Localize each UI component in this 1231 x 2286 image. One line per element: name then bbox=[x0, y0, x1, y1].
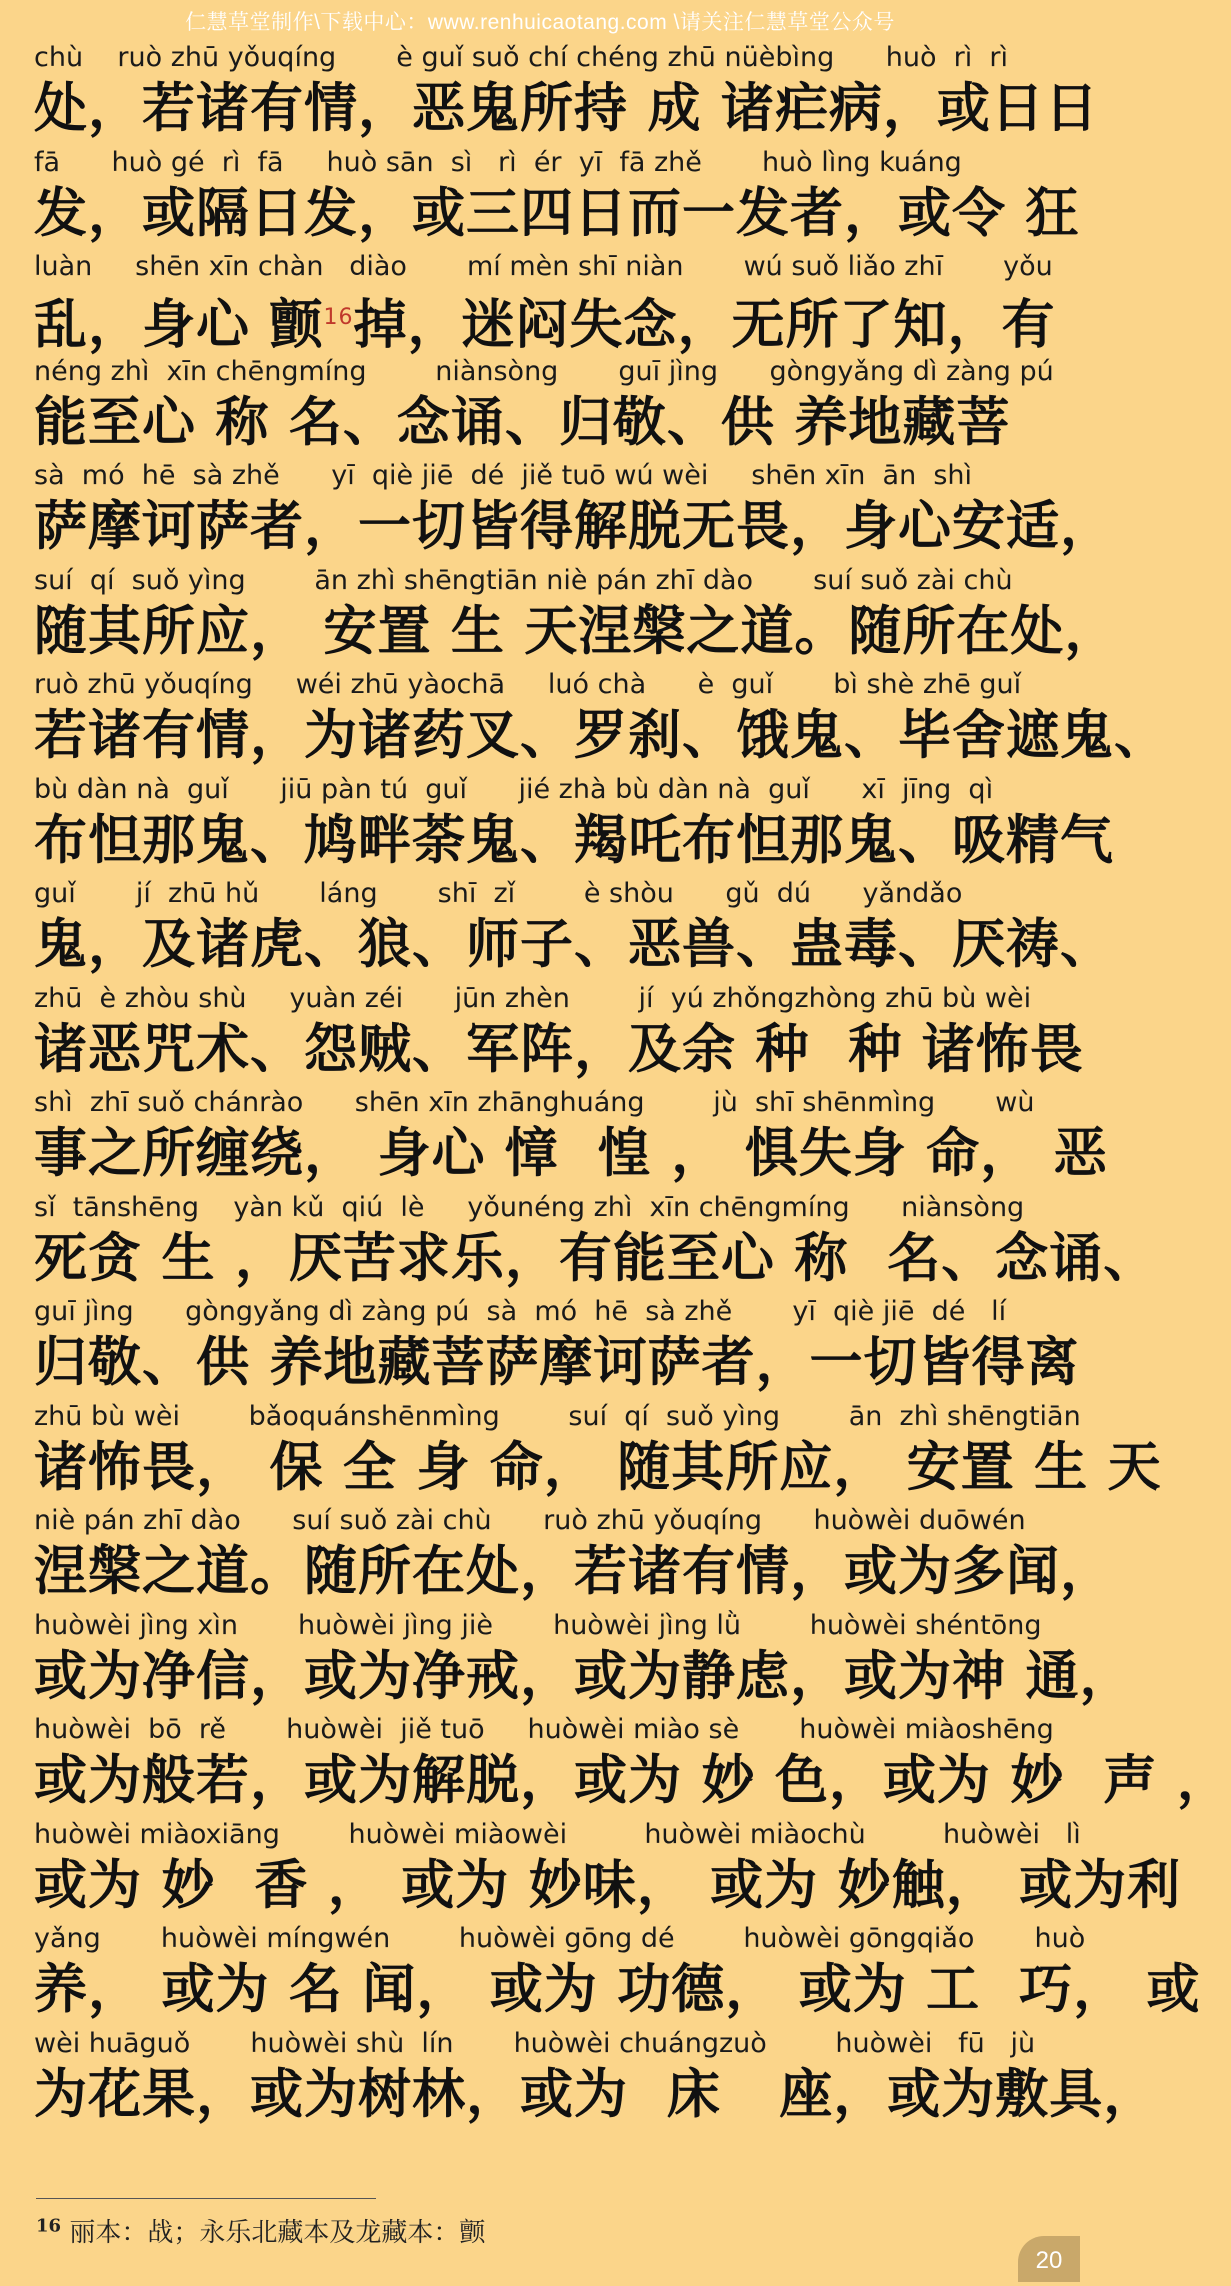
text-line bbox=[34, 1190, 1158, 1295]
text-line bbox=[34, 981, 1084, 1086]
text-line bbox=[34, 1085, 1108, 1190]
hanzi-row: 能至心 称 名、念诵、归敬、供 养地藏菩 bbox=[34, 391, 1011, 453]
hanzi-segment: 乱，身心 颤 bbox=[34, 294, 324, 356]
hanzi-row: 事之所缠绕， 身心 慞 惶 ， 惧失身 命， 恶 bbox=[34, 1123, 1108, 1184]
hanzi-row bbox=[34, 285, 1056, 356]
text-line bbox=[34, 563, 1119, 668]
pinyin-row: guī jìng gòngyǎng dì zàng pú sà mó hē sà zhě yī qiè jiē dé lí bbox=[34, 1296, 1007, 1327]
text-line bbox=[34, 249, 1056, 356]
hanzi-row: 鬼，及诸虎、狼、师子、恶兽、蛊毒、厌祷、 bbox=[34, 914, 1114, 975]
footnote bbox=[36, 2212, 485, 2249]
pinyin-row: ruò zhū yǒuqíng wéi zhū yàochā luó chà è guǐ bì shè zhē guǐ bbox=[34, 669, 1022, 700]
footnote-marker[interactable]: 16 bbox=[323, 305, 354, 330]
hanzi-row: 或为般若，或为解脱，或为 妙 色，或为 妙 声 ， bbox=[34, 1750, 1231, 1811]
text-line bbox=[34, 1503, 1114, 1608]
text-line bbox=[34, 772, 1114, 877]
text-line bbox=[34, 40, 1099, 145]
pinyin-row: huòwèi bō rě huòwèi jiě tuō huòwèi miào sè huòwèi miàoshēng bbox=[34, 1714, 1054, 1745]
text-line bbox=[34, 1399, 1162, 1504]
hanzi-row: 发，或隔日发，或三四日而一发者，或令 狂 bbox=[34, 182, 1080, 244]
scripture-text bbox=[34, 40, 1231, 2130]
hanzi-row: 处，若诸有情，恶鬼所持 成 诸疟病，或日日 bbox=[34, 78, 1099, 139]
pinyin-row: shì zhī suǒ chánrào shēn xīn zhānghuáng jù shī shēnmìng wù bbox=[34, 1087, 1035, 1118]
pinyin-row: guǐ jí zhū hǔ láng shī zǐ è shòu gǔ dú yǎndǎo bbox=[34, 878, 963, 909]
hanzi-row: 或为净信，或为净戒，或为静虑，或为神 通， bbox=[34, 1645, 1134, 1707]
pinyin-row: sà mó hē sà zhě yī qiè jiē dé jiě tuō wú wèi shēn xīn ān shì bbox=[34, 460, 973, 491]
hanzi-row: 布怛那鬼、鸠畔荼鬼、羯吒布怛那鬼、吸精气 bbox=[34, 809, 1114, 871]
hanzi-row: 养， 或为 名 闻， 或为 功德， 或为 工 巧， 或 bbox=[34, 1959, 1201, 2020]
text-line bbox=[34, 1608, 1134, 1713]
footnote-divider bbox=[36, 2198, 376, 2199]
page-header: 仁慧草堂制作\下载中心：www.renhuicaotang.com \请关注仁慧草堂公众号 bbox=[185, 11, 895, 34]
text-line bbox=[34, 1294, 1080, 1399]
text-line bbox=[34, 458, 1114, 563]
text-line bbox=[34, 354, 1054, 459]
pinyin-row: huòwèi jìng xìn huòwèi jìng jiè huòwèi jìng lǜ huòwèi shéntōng bbox=[34, 1609, 1042, 1641]
pinyin-row: fā huò gé rì fā huò sān sì rì ér yī fā zhě huò lìng kuáng bbox=[34, 146, 962, 178]
text-line bbox=[34, 2026, 1158, 2131]
page-number-badge: 20 bbox=[1018, 2236, 1080, 2282]
pinyin-row: wèi huāguǒ huòwèi shù lín huòwèi chuángzuò huòwèi fū jù bbox=[34, 2027, 1036, 2059]
hanzi-row: 死贪 生 ，厌苦求乐，有能至心 称 名、念诵、 bbox=[34, 1227, 1158, 1289]
footnote-text: 丽本：战；永乐北藏本及龙藏本：颤 bbox=[69, 2218, 486, 2248]
hanzi-row: 为花果，或为树林，或为 床 座，或为敷具， bbox=[34, 2063, 1158, 2125]
pinyin-row: yǎng huòwèi míngwén huòwèi gōng dé huòwèi gōngqiǎo huò bbox=[34, 1923, 1086, 1954]
pinyin-row: sǐ tānshēng yàn kǔ qiú lè yǒunéng zhì xīn chēngmíng niànsòng bbox=[34, 1191, 1025, 1223]
pinyin-row: néng zhì xīn chēngmíng niànsòng guī jìng gòngyǎng dì zàng pú bbox=[34, 355, 1054, 387]
pinyin-row: zhū bù wèi bǎoquánshēnmìng suí qí suǒ yìng ān zhì shēngtiān bbox=[34, 1400, 1081, 1432]
hanzi-row: 或为 妙 香 ， 或为 妙味， 或为 妙触， 或为利 bbox=[34, 1854, 1182, 1916]
text-line bbox=[34, 1921, 1201, 2026]
hanzi-segment: 掉，迷闷失念，无所了知，有 bbox=[353, 294, 1056, 356]
pinyin-row: niè pán zhī dào suí suǒ zài chù ruò zhū yǒuqíng huòwèi duōwén bbox=[34, 1505, 1026, 1536]
pinyin-row: zhū è zhòu shù yuàn zéi jūn zhèn jí yú zhǒngzhòng zhū bù wèi bbox=[34, 982, 1032, 1014]
footnote-number: 16 bbox=[36, 2215, 62, 2237]
text-line bbox=[34, 1712, 1231, 1817]
hanzi-row: 诸怖畏， 保 全 身 命， 随其所应， 安置 生 天 bbox=[34, 1436, 1162, 1498]
pinyin-row: luàn shēn xīn chàn diào mí mèn shī niàn wú suǒ liǎo zhī yǒu bbox=[34, 251, 1053, 282]
pinyin-row: bù dàn nà guǐ jiū pàn tú guǐ jié zhà bù dàn nà guǐ xī jīng qì bbox=[34, 773, 994, 805]
text-line bbox=[34, 667, 1168, 772]
text-line bbox=[34, 876, 1114, 981]
pinyin-row: chù ruò zhū yǒuqíng è guǐ suǒ chí chéng zhū nüèbìng huò rì rì bbox=[34, 42, 1009, 73]
hanzi-row: 随其所应， 安置 生 天涅槃之道。随所在处， bbox=[34, 600, 1119, 662]
hanzi-row: 若诸有情，为诸药叉、罗刹、饿鬼、毕舍遮鬼、 bbox=[34, 705, 1168, 766]
pinyin-row: huòwèi miàoxiāng huòwèi miàowèi huòwèi miàochù huòwèi lì bbox=[34, 1818, 1081, 1850]
text-line bbox=[34, 1817, 1182, 1922]
hanzi-row: 归敬、供 养地藏菩萨摩诃萨者，一切皆得离 bbox=[34, 1332, 1080, 1393]
hanzi-row: 诸恶咒术、怨贼、军阵，及余 种 种 诸怖畏 bbox=[34, 1018, 1084, 1080]
text-line bbox=[34, 145, 1080, 250]
hanzi-row: 萨摩诃萨者，一切皆得解脱无畏，身心安适， bbox=[34, 496, 1114, 557]
pinyin-row: suí qí suǒ yìng ān zhì shēngtiān niè pán zhī dào suí suǒ zài chù bbox=[34, 564, 1013, 596]
hanzi-row: 涅槃之道。随所在处，若诸有情，或为多闻， bbox=[34, 1541, 1114, 1602]
